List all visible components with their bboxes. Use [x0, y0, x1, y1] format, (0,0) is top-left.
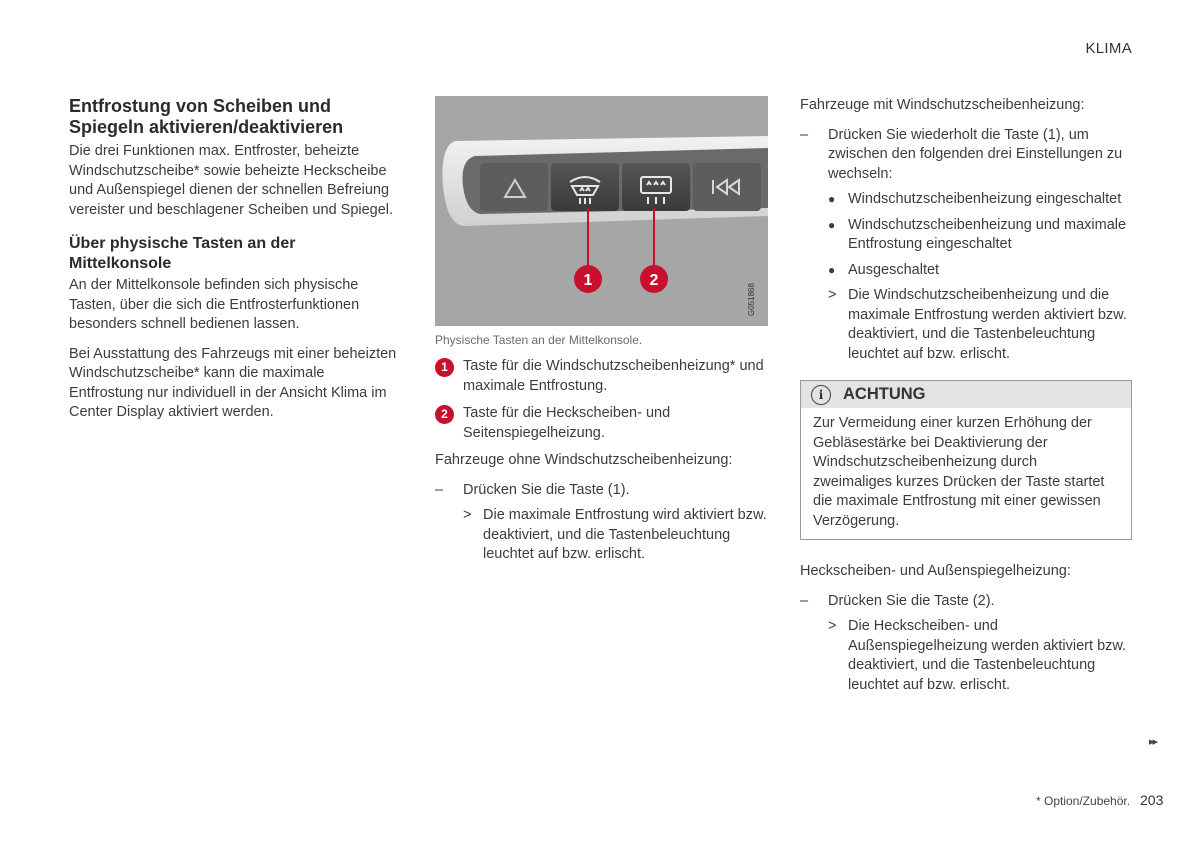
svg-text:2: 2	[649, 272, 659, 289]
with-heating-heading: Fahrzeuge mit Windschutzscheibenheizung:	[800, 97, 1085, 113]
result-mark: >	[828, 618, 837, 634]
paragraph-2: Bei Ausstattung des Fahrzeugs mit einer beheizten Windschutzscheibe* kann die maximale Entfrostung nur individuell in der Ansicht Klima im Center Display aktiviert werden.	[69, 345, 397, 420]
step-text: Drücken Sie die Taste (1).	[463, 481, 630, 498]
page-number: 203	[1140, 792, 1164, 808]
figure-code: G051868	[747, 283, 756, 316]
bullet-text: Windschutzscheibenheizung und maximale Entfrostung eingeschaltet	[848, 216, 1127, 252]
bullet-item	[828, 261, 1132, 281]
bullet-item	[828, 190, 1132, 210]
info-icon: i	[811, 385, 831, 405]
dash-mark: –	[800, 592, 809, 609]
result-mark: >	[828, 287, 837, 303]
step-item	[435, 481, 768, 501]
intro-paragraph: Die drei Funktionen max. Entfroster, beheizte Windschutzscheibe* sowie beheizte Heckscheibe und Außenspiegel dienen der schnellen Befreiung vereister und beschlagener Scheiben und Spiegel.	[69, 143, 394, 218]
result-item	[463, 506, 768, 565]
page-title: Entfrostung von Scheiben und Spiegeln aktivieren/deaktivieren	[69, 96, 344, 137]
warning-title: ACHTUNG	[843, 385, 926, 403]
subheading: Über physische Tasten an der Mittelkonsole	[69, 235, 296, 272]
console-illustration	[435, 96, 768, 326]
step-item	[800, 592, 1132, 612]
result-text: Die Heckscheiben- und Außenspiegelheizung werden aktiviert bzw. deaktiviert, und die Tastenbeleuchtung leuchtet auf bzw. erlischt.	[848, 618, 1127, 693]
next-page-icon: ▸▸	[1149, 736, 1157, 748]
result-mark: >	[463, 507, 472, 523]
bullet-text: Windschutzscheibenheizung eingeschaltet	[848, 191, 1122, 207]
step-item	[800, 126, 1132, 185]
paragraph-1: An der Mittelkonsole befinden sich physische Tasten, über die sich die Entfrosterfunktionen besonders schnell bedienen lassen.	[69, 277, 360, 332]
dash-mark: –	[800, 126, 809, 143]
svg-text:1: 1	[583, 272, 593, 289]
bullet-mark: ●	[828, 217, 836, 232]
without-heating-heading: Fahrzeuge ohne Windschutzscheibenheizung:	[435, 452, 733, 468]
section-label: KLIMA	[1085, 40, 1132, 57]
legend-text: Taste für die Windschutzscheibenheizung* und maximale Entfrostung.	[463, 358, 764, 394]
result-item	[828, 617, 1132, 695]
legend-item-1	[435, 357, 768, 396]
result-text: Die Windschutzscheibenheizung und die maximale Entfrostung werden aktiviert bzw. deaktiviert, und die Tastenbeleuchtung leuchtet auf bzw. erlischt.	[848, 287, 1127, 362]
bullet-mark: ●	[828, 262, 836, 277]
column-left	[69, 96, 399, 433]
legend-item-2	[435, 404, 768, 443]
warning-box	[800, 380, 1132, 540]
console-buttons-figure	[435, 96, 768, 326]
bullet-item	[828, 216, 1132, 255]
bullet-text: Ausgeschaltet	[848, 261, 940, 278]
legend-number: 1	[435, 358, 454, 377]
warning-header	[801, 381, 1131, 408]
rear-heating-heading: Heckscheiben- und Außenspiegelheizung:	[800, 563, 1071, 579]
dash-mark: –	[435, 481, 444, 498]
legend-number: 2	[435, 405, 454, 424]
legend-text: Taste für die Heckscheiben- und Seitenspiegelheizung.	[463, 405, 671, 441]
bullet-mark: ●	[828, 192, 836, 206]
warning-text: Zur Vermeidung einer kurzen Erhöhung der Gebläsestärke bei Deaktivierung der Windschutzscheibenheizung durch zweimaliges kurzes Drücken der Taste startet die maximale Entfrostung mit einer gewissen Verzögerung.	[813, 415, 1105, 529]
hazard-button	[480, 163, 548, 211]
footnote: * Option/Zubehör.	[1036, 794, 1131, 808]
column-right	[800, 96, 1132, 703]
result-text: Die maximale Entfrostung wird aktiviert bzw. deaktiviert, und die Tastenbeleuchtung leuchtet auf bzw. erlischt.	[483, 507, 767, 562]
step-text: Drücken Sie die Taste (2).	[828, 592, 995, 609]
result-item	[828, 286, 1132, 364]
step-text: Drücken Sie wiederholt die Taste (1), um zwischen den folgenden drei Einstellungen zu wechseln:	[828, 126, 1123, 182]
figure-caption: Physische Tasten an der Mittelkonsole.	[435, 333, 643, 347]
column-middle	[435, 96, 768, 573]
